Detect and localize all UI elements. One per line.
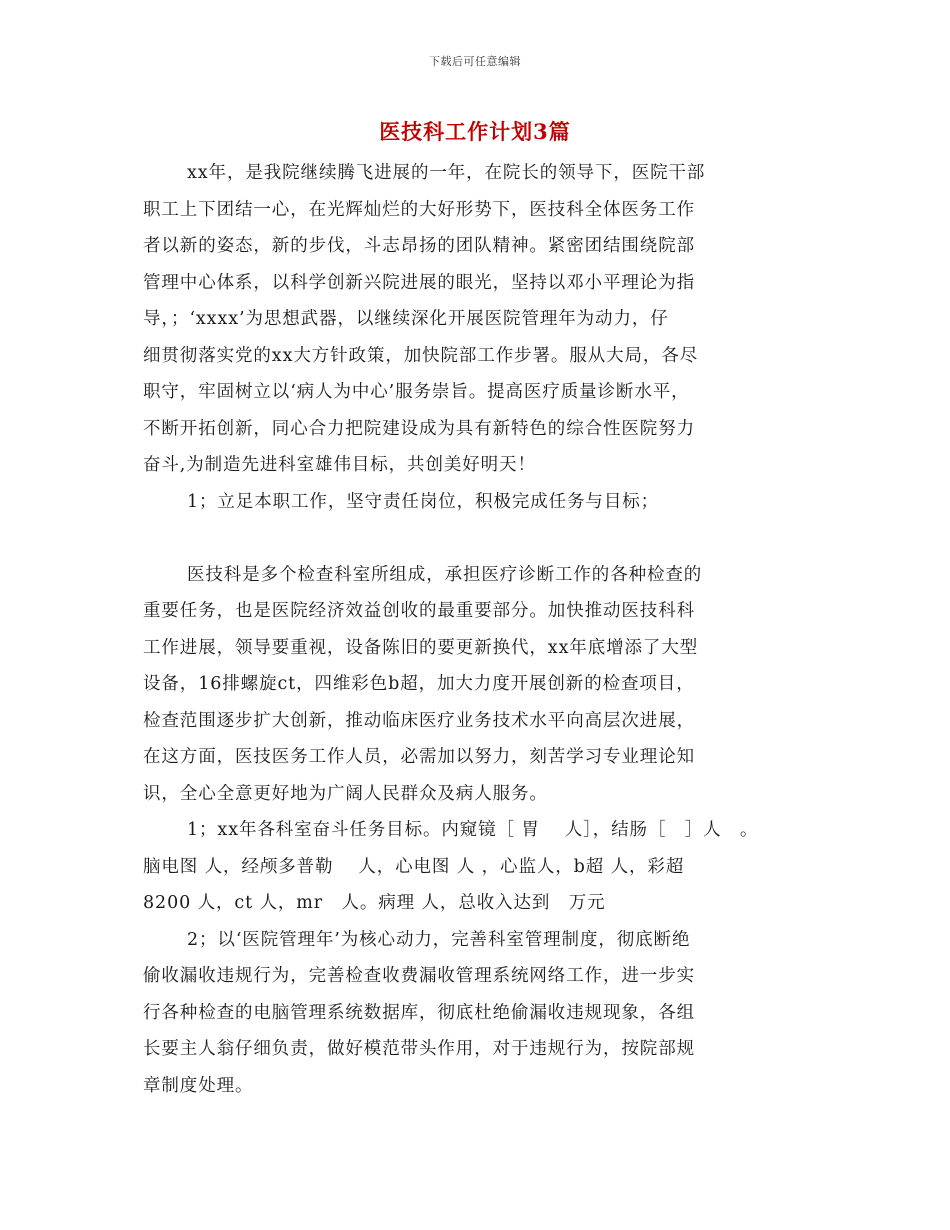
paragraph-line: 不断开拓创新，同心合力把院建设成为具有新特色的综合性医院努力	[143, 418, 695, 439]
list-item-line: 行各种检查的电脑管理系统数据库，彻底杜绝偷漏收违规现象，各组	[143, 1002, 695, 1023]
paragraph-line: 识，全心全意更好地为广阔人民群众及病人服务。	[143, 783, 548, 804]
list-item-line: 8200 人，ct 人，mr 人。病理 人，总收入达到 万元	[143, 893, 606, 913]
paragraph-line: 检查范围逐步扩大创新，推动临床医疗业务技术水平向高层次进展，	[143, 710, 695, 731]
list-item-line: 脑电图 人，经颅多普勒 人，心电图 人 ，心监人，b超 人，彩超	[143, 856, 685, 877]
paragraph-line: 重要任务，也是医院经济效益创收的最重要部分。加快推动医技科科	[143, 601, 695, 621]
document-title: 医技科工作计划3篇	[379, 119, 571, 144]
list-item-line: 章制度处理。	[143, 1075, 254, 1096]
paragraph-line: 职守，牢固树立以‘病人为中心’服务崇旨。提高医疗质量诊断水平，	[143, 382, 690, 402]
paragraph-line: 者以新的姿态，新的步伐，斗志昂扬的团队精神。紧密团结围绕院部	[143, 236, 695, 256]
paragraph-line: 工作进展，领导要重视，设备陈旧的要更新换代，xx年底增添了大型	[143, 637, 699, 658]
paragraph-line: 管理中心体系，以科学创新兴院进展的眼光，坚持以邓小平理论为指	[143, 272, 695, 293]
header-note: 下载后可任意编辑	[429, 55, 521, 68]
blank-line	[143, 520, 833, 557]
paragraph-line: 职工上下团结一心，在光辉灿烂的大好形势下，医技科全体医务工作	[143, 199, 695, 220]
paragraph-line: 在这方面，医技医务工作人员，必需加以努力，刻苦学习专业理论知	[143, 747, 695, 767]
document-body	[143, 155, 833, 1104]
paragraph-line: 医技科是多个检查科室所组成，承担医疗诊断工作的各种检查的	[187, 564, 703, 585]
paragraph-line: 奋斗,为制造先进科室雄伟目标，共创美好明天！	[143, 455, 536, 475]
list-item-line: 偷收漏收违规行为，完善检查收费漏收管理系统网络工作，进一步实	[143, 966, 695, 986]
list-item-line: 长要主人翁仔细负责，做好模范带头作用，对于违规行为，按院部规	[143, 1039, 695, 1059]
list-item-line: 2；以‘医院管理年’为核心动力，完善科室管理制度，彻底断绝	[187, 929, 691, 950]
section-heading: 1；立足本职工作，坚守责任岗位，积极完成任务与目标；	[187, 491, 660, 512]
paragraph-line: 导，；‘xxxx’为思想武器，以继续深化开展医院管理年为动力，仔	[143, 309, 669, 329]
paragraph-line: xx年，是我院继续腾飞进展的一年，在院长的领导下，医院干部	[187, 163, 706, 183]
paragraph-line: 设备，16排螺旋ct，四维彩色b超，加大力度开展创新的检查项目，	[143, 674, 695, 694]
paragraph-line: 细贯彻落实党的xx大方针政策，加快院部工作步署。服从大局，各尽	[143, 345, 699, 366]
list-item-line: 1；xx年各科室奋斗任务目标。内窥镜［ 胃 人］，结肠［ ］人 。	[187, 820, 759, 840]
